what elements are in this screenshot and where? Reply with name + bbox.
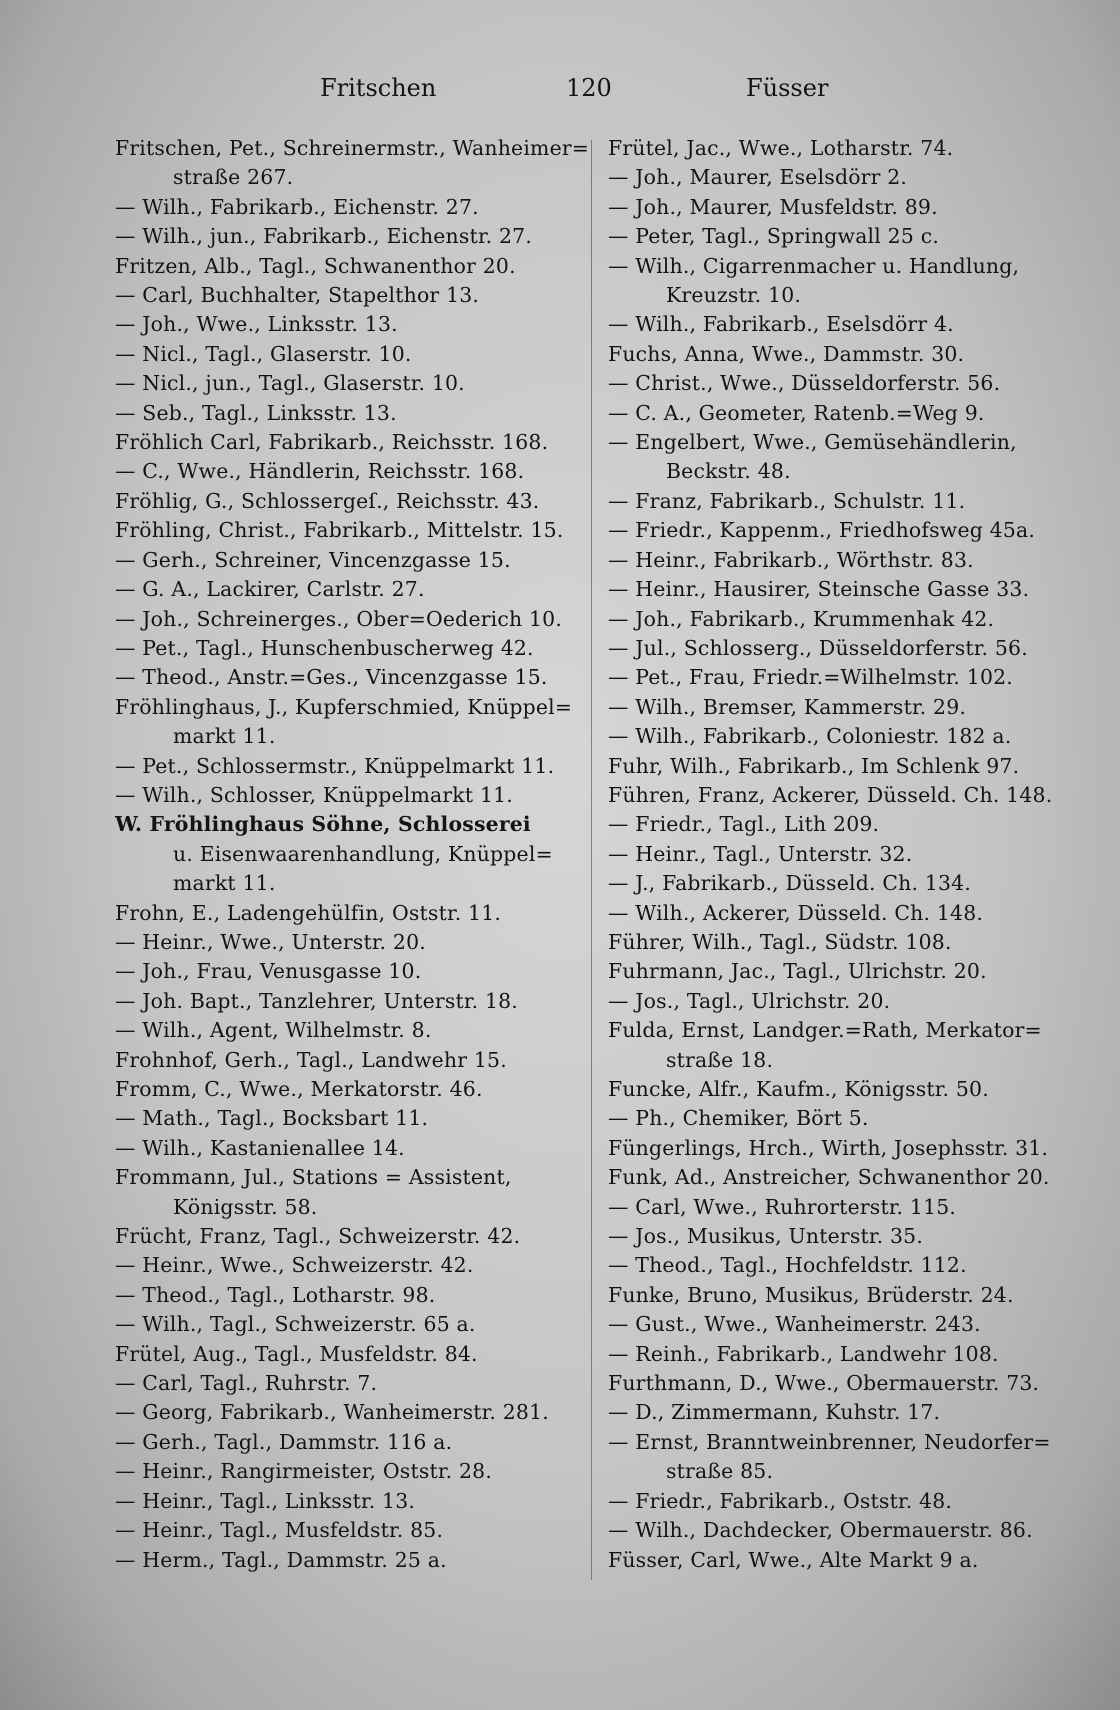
directory-entry-continuation: u. Eisenwaarenhandlung, Knüppel=	[173, 841, 553, 866]
directory-entry: — Friedr., Tagl., Lith 209.	[608, 812, 880, 837]
directory-entry: — Jul., Schlosserg., Düsseldorferstr. 56.	[608, 635, 1028, 660]
directory-entry-continuation: straße 18.	[666, 1047, 774, 1072]
directory-entry: — Carl, Wwe., Ruhrorterstr. 115.	[608, 1194, 957, 1219]
directory-entry: — Ph., Chemiker, Bört 5.	[608, 1106, 869, 1131]
directory-entry: — Wilh., Bremser, Kammerstr. 29.	[608, 694, 967, 719]
directory-entry: Fuchs, Anna, Wwe., Dammstr. 30.	[608, 341, 965, 366]
directory-entry: — Heinr., Wwe., Schweizerstr. 42.	[115, 1253, 474, 1278]
directory-entry: — Herm., Tagl., Dammstr. 25 a.	[115, 1547, 447, 1572]
directory-entry: — Georg, Fabrikarb., Wanheimerstr. 281.	[115, 1400, 549, 1425]
header-first-entry: Fritschen	[320, 74, 437, 102]
directory-entry: — Pet., Frau, Friedr.=Wilhelmstr. 102.	[608, 665, 1013, 690]
directory-entry: — Gerh., Schreiner, Vincenzgasse 15.	[115, 547, 511, 572]
directory-entry: Fröhlig, G., Schlossergeſ., Reichsstr. 43.	[115, 488, 540, 513]
directory-entry: — Ernst, Branntweinbrenner, Neudorfer=	[608, 1429, 1051, 1454]
directory-entry: — D., Zimmermann, Kuhstr. 17.	[608, 1400, 941, 1425]
directory-entry: — Christ., Wwe., Düsseldorferstr. 56.	[608, 371, 1001, 396]
directory-entry: — Reinh., Fabrikarb., Landwehr 108.	[608, 1341, 999, 1366]
directory-entry: Fromm, C., Wwe., Merkatorstr. 46.	[115, 1077, 483, 1101]
directory-entry-continuation: markt 11.	[173, 724, 276, 749]
directory-entry: — Wilh., Cigarrenmacher u. Handlung,	[608, 253, 1020, 278]
directory-entry-continuation: straße 85.	[666, 1459, 774, 1484]
directory-entry: Fröhlich Carl, Fabrikarb., Reichsstr. 168.	[115, 430, 549, 455]
directory-entry: Führer, Wilh., Tagl., Südstr. 108.	[608, 929, 952, 954]
directory-entry: — Theod., Tagl., Lotharstr. 98.	[115, 1282, 436, 1307]
directory-entry: Furthmann, D., Wwe., Obermauerstr. 73.	[608, 1371, 1040, 1396]
directory-entry: — Engelbert, Wwe., Gemüsehändlerin,	[608, 430, 1017, 455]
directory-entry: Fritzen, Alb., Tagl., Schwanenthor 20.	[115, 253, 516, 278]
directory-entry: — Jos., Tagl., Ulrichstr. 20.	[608, 988, 891, 1013]
directory-entry: — Wilh., Ackerer, Düsseld. Ch. 148.	[608, 900, 984, 925]
directory-entry: — Heinr., Tagl., Linksstr. 13.	[115, 1488, 416, 1513]
directory-entry-continuation: markt 11.	[173, 871, 276, 896]
page-number: 120	[566, 74, 612, 102]
directory-entry: Fröhlinghaus, J., Kupferschmied, Knüppel=	[115, 694, 573, 719]
directory-entry: — Heinr., Wwe., Unterstr. 20.	[115, 929, 426, 954]
directory-entry-continuation: Kreuzstr. 10.	[666, 283, 802, 308]
directory-entry: — Gust., Wwe., Wanheimerstr. 243.	[608, 1312, 981, 1337]
directory-entry: — Wilh., Fabrikarb., Eselsdörr 4.	[608, 312, 954, 337]
directory-entry: Frütel, Aug., Tagl., Musfeldstr. 84.	[115, 1341, 478, 1366]
directory-entry: — Heinr., Rangirmeister, Oststr. 28.	[115, 1459, 493, 1484]
directory-entry: — Wilh., Schlosser, Knüppelmarkt 11.	[115, 782, 513, 807]
directory-entry-continuation: Königsstr. 58.	[173, 1194, 318, 1219]
directory-entry: Führen, Franz, Ackerer, Düsseld. Ch. 148.	[608, 782, 1053, 807]
directory-entry-continuation: Beckstr. 48.	[666, 459, 791, 484]
directory-entry: — Joh., Frau, Venusgasse 10.	[115, 959, 422, 984]
directory-entry: — C., Wwe., Händlerin, Reichsstr. 168.	[115, 459, 525, 484]
directory-entry: — Heinr., Tagl., Musfeldstr. 85.	[115, 1518, 444, 1543]
directory-entry: — Wilh., Fabrikarb., Eichenstr. 27.	[115, 194, 479, 219]
directory-entry: — C. A., Geometer, Ratenb.=Weg 9.	[608, 400, 985, 425]
directory-entry: — Wilh., Agent, Wilhelmstr. 8.	[115, 1018, 432, 1043]
directory-entry: — Joh., Wwe., Linksstr. 13.	[115, 312, 398, 337]
directory-entry: — J., Fabrikarb., Düsseld. Ch. 134.	[608, 871, 972, 896]
directory-entry-continuation: straße 267.	[173, 165, 294, 190]
directory-entry: Fröhling, Christ., Fabrikarb., Mittelstr. 15.	[115, 518, 564, 543]
directory-entry: — Friedr., Kappenm., Friedhofsweg 45a.	[608, 518, 1036, 543]
directory-entry: Fuhr, Wilh., Fabrikarb., Im Schlenk 97.	[608, 753, 1020, 778]
directory-entry: Füsser, Carl, Wwe., Alte Markt 9 a.	[608, 1547, 979, 1572]
directory-entry: — Friedr., Fabrikarb., Oststr. 48.	[608, 1488, 953, 1513]
directory-entry: Fuhrmann, Jac., Tagl., Ulrichstr. 20.	[608, 959, 987, 984]
directory-entry: Frommann, Jul., Stations = Assistent,	[115, 1165, 512, 1190]
header-last-entry: Füsser	[746, 74, 829, 102]
directory-entry: — Joh. Bapt., Tanzlehrer, Unterstr. 18.	[115, 988, 518, 1013]
directory-entry: — Pet., Schlossermstr., Knüppelmarkt 11.	[115, 753, 555, 778]
directory-entry: — Heinr., Hausirer, Steinsche Gasse 33.	[608, 577, 1030, 602]
directory-entry: — G. A., Lackirer, Carlstr. 27.	[115, 577, 425, 602]
directory-entry: — Heinr., Tagl., Unterstr. 32.	[608, 841, 913, 866]
left-column	[115, 134, 593, 1575]
directory-entry: — Peter, Tagl., Springwall 25 c.	[608, 224, 940, 249]
directory-entry: — Wilh., Kastanienallee 14.	[115, 1135, 405, 1160]
directory-entry: — Gerh., Tagl., Dammstr. 116 a.	[115, 1429, 453, 1454]
directory-entry: — Math., Tagl., Bocksbart 11.	[115, 1106, 429, 1131]
directory-entry: — Joh., Schreinerges., Ober=Oederich 10.	[115, 606, 563, 631]
directory-entry: — Carl, Tagl., Ruhrstr. 7.	[115, 1371, 378, 1396]
directory-entry: — Wilh., Fabrikarb., Coloniestr. 182 a.	[608, 724, 1012, 749]
directory-entry: Frücht, Franz, Tagl., Schweizerstr. 42.	[115, 1224, 521, 1249]
directory-entry: Füngerlings, Hrch., Wirth, Josephsstr. 31.	[608, 1135, 1049, 1160]
directory-entry: — Theod., Tagl., Hochfeldstr. 112.	[608, 1253, 967, 1278]
directory-entry: Frohn, E., Ladengehülfin, Oststr. 11.	[115, 900, 502, 925]
directory-entry: — Pet., Tagl., Hunschenbuscherweg 42.	[115, 635, 534, 660]
column-divider	[591, 140, 592, 1580]
directory-entry: — Wilh., Dachdecker, Obermauerstr. 86.	[608, 1518, 1033, 1543]
directory-entry: — Wilh., jun., Fabrikarb., Eichenstr. 27.	[115, 224, 533, 249]
page-header	[0, 74, 1120, 114]
directory-entry: — Franz, Fabrikarb., Schulstr. 11.	[608, 488, 966, 513]
directory-entry: — Joh., Maurer, Musfeldstr. 89.	[608, 194, 938, 219]
directory-entry: — Seb., Tagl., Linksstr. 13.	[115, 400, 397, 425]
directory-entry: — Nicl., jun., Tagl., Glaserstr. 10.	[115, 371, 465, 396]
directory-entry: — Joh., Fabrikarb., Krummenhak 42.	[608, 606, 995, 631]
directory-entry: Funk, Ad., Anstreicher, Schwanenthor 20.	[608, 1165, 1050, 1190]
directory-entry: Frohnhof, Gerh., Tagl., Landwehr 15.	[115, 1047, 507, 1072]
directory-entry: — Joh., Maurer, Eselsdörr 2.	[608, 165, 908, 190]
directory-entry: — Heinr., Fabrikarb., Wörthstr. 83.	[608, 547, 974, 572]
directory-entry: — Theod., Anstr.=Ges., Vincenzgasse 15.	[115, 665, 548, 690]
directory-entry: Fulda, Ernst, Landger.=Rath, Merkator=	[608, 1018, 1042, 1043]
directory-entry: Funke, Bruno, Musikus, Brüderstr. 24.	[608, 1282, 1014, 1307]
directory-entry: — Nicl., Tagl., Glaserstr. 10.	[115, 341, 412, 366]
directory-entry: — Jos., Musikus, Unterstr. 35.	[608, 1224, 924, 1249]
directory-entry: Fritschen, Pet., Schreinermstr., Wanheimer=	[115, 136, 590, 160]
directory-entry: W. Fröhlinghaus Söhne, Schlosserei	[115, 812, 531, 837]
right-column	[608, 134, 1078, 1575]
directory-entry: — Wilh., Tagl., Schweizerstr. 65 a.	[115, 1312, 476, 1337]
directory-entry: Funcke, Alfr., Kaufm., Königsstr. 50.	[608, 1077, 989, 1101]
directory-entry: Frütel, Jac., Wwe., Lotharstr. 74.	[608, 136, 954, 160]
directory-entry: — Carl, Buchhalter, Stapelthor 13.	[115, 283, 480, 308]
